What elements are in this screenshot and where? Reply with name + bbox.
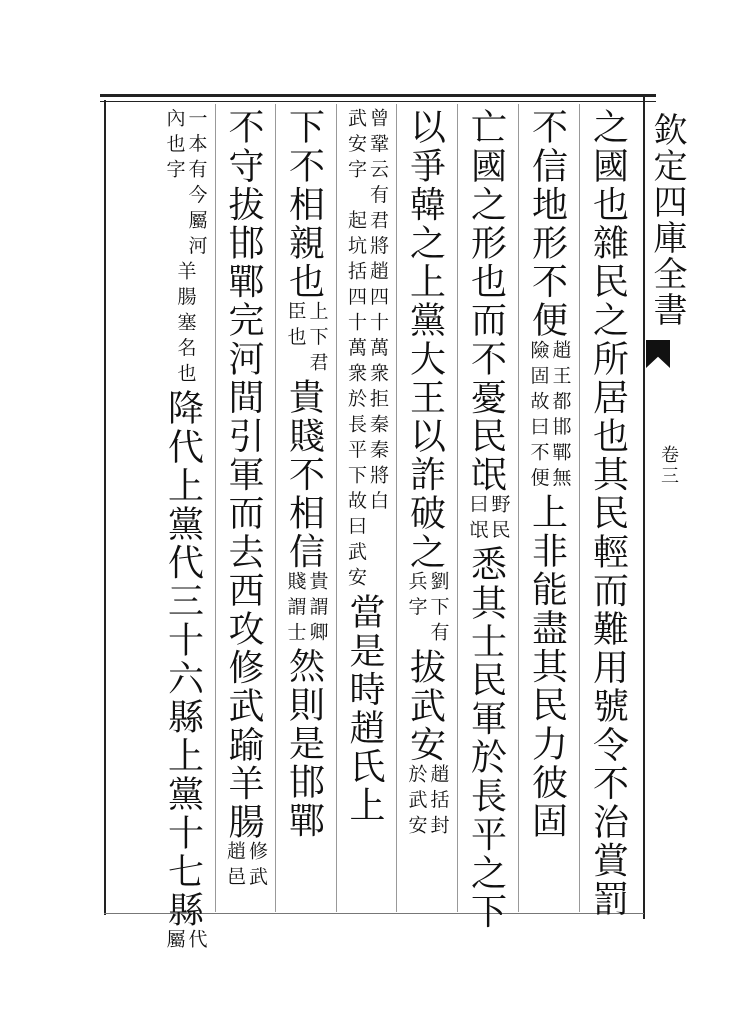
- left-border: [104, 100, 106, 915]
- annotation-text: 於武安: [405, 763, 428, 840]
- annotation-text: 一本有今屬河: [185, 108, 208, 261]
- main-text: 亡國之形也而不憂民氓: [465, 108, 507, 494]
- annotation-text: 兵字: [405, 571, 428, 623]
- annotation-text: 羊腸塞名也: [174, 261, 197, 389]
- book-title: 欽定四庫全書: [647, 112, 687, 328]
- main-text: 下不相親也: [283, 108, 325, 301]
- annotation-text: 劉下有: [427, 571, 450, 648]
- main-text: 以爭韓之上黨大王以詐破之: [404, 108, 446, 572]
- main-text: 不信地形不便: [526, 108, 568, 340]
- main-text: 上非能盡其民力彼固: [526, 492, 568, 840]
- column-separator: [518, 104, 519, 912]
- main-text: 不守拔邯鄲完河間引軍而去西攻修武踰羊腸: [223, 108, 264, 842]
- column-separator: [579, 104, 580, 912]
- annotation-text: 武安字: [345, 108, 367, 185]
- annotation-text: 修武: [246, 841, 268, 893]
- column-separator: [275, 104, 276, 912]
- annotation-text: 起坑括四十萬衆於長平下故曰武安: [345, 210, 367, 593]
- annotation-text: 趙括封: [427, 763, 450, 840]
- column-separator: [336, 104, 337, 912]
- column-separator: [457, 104, 458, 912]
- main-text: 悉其士民軍於長平之下: [465, 545, 507, 931]
- annotation-text: 貴謂卿: [306, 570, 329, 647]
- annotation-text: 曰氓: [466, 494, 489, 545]
- annotation-text: 賤謂士: [284, 570, 307, 647]
- annotation-text: 內也字: [163, 108, 186, 185]
- annotation-text: 趙王都邯鄲無: [549, 339, 572, 493]
- annotation-text: 君將趙四十萬衆拒秦秦將白: [367, 210, 389, 516]
- main-text: 降代上黨代三十六縣上黨十七縣: [162, 388, 204, 929]
- volume-label: 卷三: [658, 445, 679, 487]
- main-text: 之國也雜民之所居也其民輕而難用號令不治賞罰: [587, 108, 629, 919]
- annotation-text: 上下君: [306, 301, 329, 378]
- fishtail-mark: [646, 340, 670, 368]
- annotation-text: 屬: [163, 928, 186, 955]
- main-text: 貴賤不相信: [283, 377, 325, 571]
- column-separator: [215, 104, 216, 912]
- main-text: 然則是邯鄲: [283, 647, 325, 840]
- header-divider: [643, 94, 645, 919]
- annotation-text: 險固故曰不便: [527, 339, 550, 493]
- annotation-text: 野民: [488, 494, 511, 545]
- main-text: 當是時趙氏上: [344, 592, 385, 825]
- column-separator: [396, 104, 397, 912]
- top-border-thick: [100, 94, 656, 97]
- annotation-text: 臣也: [284, 301, 307, 352]
- main-text: 拔武安: [404, 647, 446, 764]
- top-border-thin: [100, 101, 656, 102]
- annotation-text: 趙邑: [224, 841, 246, 893]
- annotation-text: 曾鞏云有: [367, 108, 389, 210]
- annotation-text: 代: [185, 928, 208, 955]
